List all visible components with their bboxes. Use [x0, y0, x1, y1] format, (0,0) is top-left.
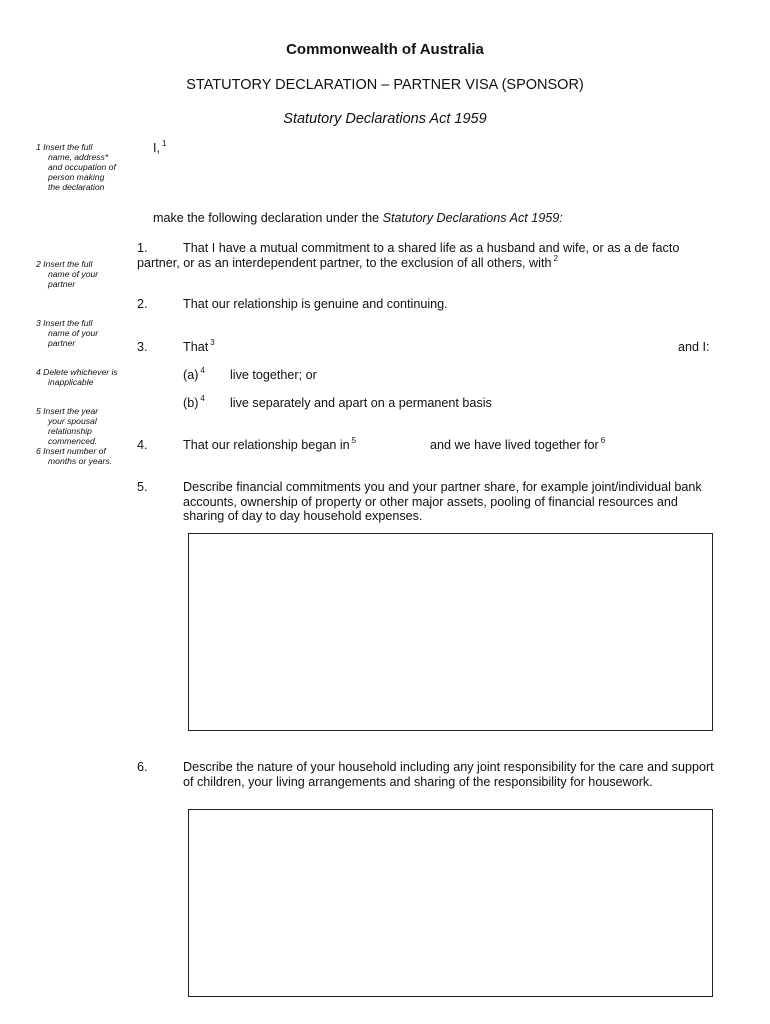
item-2 — [137, 297, 148, 312]
margin-note-3 — [36, 318, 136, 348]
note-line: 4 Delete whichever is — [36, 367, 118, 377]
intro-text: make the following declaration under the — [153, 211, 383, 225]
item-4-label-2: and we have lived together for — [430, 438, 599, 452]
item-3-end: and I: — [678, 340, 710, 354]
item-number: 5. — [137, 480, 148, 494]
item-4-label: That our relationship began in — [183, 438, 350, 452]
note-line: commenced. — [48, 436, 98, 446]
declarant-line — [153, 141, 166, 156]
household-nature-textbox[interactable] — [188, 809, 713, 997]
item-2-text: That our relationship is genuine and continuing. — [183, 297, 448, 311]
item-1-line-1: That I have a mutual commitment to a shared life as a husband and wife, or as a de facto — [183, 241, 680, 255]
margin-note-2 — [36, 259, 136, 289]
footnote-ref: 2 — [553, 253, 558, 263]
margin-note-1 — [36, 142, 136, 192]
footnote-ref: 5 — [351, 436, 357, 445]
item-3 — [137, 340, 148, 355]
option-b-text: live separately and apart on a permanent basis — [230, 396, 492, 410]
option-b — [183, 396, 205, 411]
note-line: name of your — [48, 328, 99, 338]
footnote-ref: 3 — [210, 338, 215, 347]
item-5-line: accounts, ownership of property or other major assets, pooling of financial resources and — [183, 494, 678, 509]
item-5-line: Describe financial commitments you and your partner share, for example joint/individual bank — [183, 480, 702, 494]
note-line: months or years. — [48, 456, 112, 466]
option-b-label: (b) — [183, 396, 199, 410]
option-a-label: (a) — [183, 368, 199, 382]
item-6 — [137, 760, 148, 775]
declarant-label: I, — [153, 141, 160, 155]
document-subtitle: STATUTORY DECLARATION – PARTNER VISA (SPONSOR) — [186, 77, 584, 93]
note-line: name of your — [48, 269, 99, 279]
note-line: relationship — [48, 426, 92, 436]
note-line: the declaration — [48, 182, 105, 192]
footnote-ref: 4 — [200, 366, 205, 375]
note-line: person making — [48, 172, 105, 182]
declaration-intro — [153, 211, 563, 226]
item-3-text — [183, 340, 215, 355]
footnote-ref: 1 — [162, 139, 167, 148]
item-number: 1. — [137, 241, 148, 255]
option-a — [183, 368, 205, 383]
option-a-text: live together; or — [230, 368, 317, 382]
item-6-line: of children, your living arrangements and sharing of the responsibility for housework. — [183, 774, 653, 789]
item-4-text — [183, 438, 356, 453]
item-number: 4. — [137, 438, 148, 452]
item-number: 6. — [137, 760, 148, 774]
note-line: 1 Insert the full — [36, 142, 93, 152]
item-5-text — [183, 480, 743, 524]
document-title: Commonwealth of Australia — [286, 41, 484, 58]
intro-act: Statutory Declarations Act 1959: — [382, 211, 563, 225]
note-line: 5 Insert the year — [36, 406, 99, 416]
item-number: 3. — [137, 340, 148, 354]
item-6-text — [183, 760, 753, 789]
note-line: 6 Insert number of — [36, 446, 106, 456]
note-line: partner — [48, 338, 76, 348]
note-line: inapplicable — [48, 377, 94, 387]
item-3-label: That — [183, 340, 209, 354]
footnote-ref: 6 — [600, 436, 606, 445]
item-6-line: Describe the nature of your household including any joint responsibility for the care and support — [183, 760, 714, 774]
note-line: and occupation of — [48, 162, 116, 172]
note-line: 3 Insert the full — [36, 318, 93, 328]
margin-note-4 — [36, 367, 136, 387]
note-line: 2 Insert the full — [36, 259, 93, 269]
note-line: your spousal — [48, 416, 97, 426]
note-line: partner — [48, 279, 76, 289]
act-title: Statutory Declarations Act 1959 — [283, 111, 487, 127]
margin-note-5-6 — [36, 406, 136, 466]
item-number: 2. — [137, 297, 148, 311]
note-line: name, address* — [48, 152, 109, 162]
financial-commitments-textbox[interactable] — [188, 533, 713, 731]
footnote-ref: 4 — [200, 394, 205, 403]
item-1 — [137, 241, 737, 270]
item-5 — [137, 480, 148, 495]
item-4 — [137, 438, 148, 453]
item-4-text-2 — [430, 438, 605, 453]
item-5-line: sharing of day to day household expenses. — [183, 509, 423, 523]
item-1-line-2: partner, or as an interdependent partner, to the exclusion of all others, with — [137, 255, 552, 270]
